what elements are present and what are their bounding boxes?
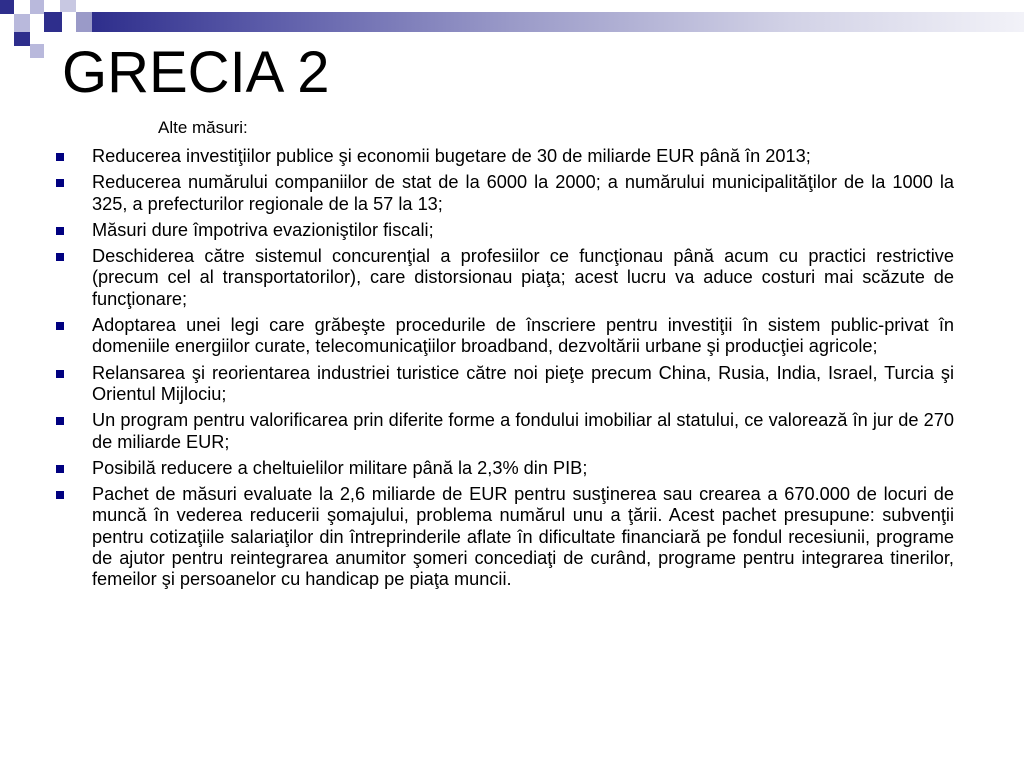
square-bullet-icon xyxy=(56,322,64,330)
slide-subtitle: Alte măsuri: xyxy=(158,118,248,137)
bullet-list xyxy=(92,146,954,596)
square-bullet-icon xyxy=(56,253,64,261)
decor-square xyxy=(14,14,30,32)
square-bullet-icon xyxy=(56,227,64,235)
bullet-item xyxy=(92,410,954,453)
bullet-item xyxy=(92,484,954,590)
bullet-text: Adoptarea unei legi care grăbeşte procedurile de înscriere pentru investiţii în sistem public-privat în domeniile energiilor curate, telecomunicaţiilor broadband, dezvoltării urbane şi producţiei agricole; xyxy=(92,315,954,357)
bullet-item xyxy=(92,315,954,358)
bullet-item xyxy=(92,172,954,215)
bullet-text: Deschiderea către sistemul concurenţial a profesiilor ce funcţionau până acum cu practici restrictive (precum cel al transportatorilor), care distorsionau piaţa; acest lucru va aduce costuri mai scăzute de funcţionare; xyxy=(92,246,954,309)
square-bullet-icon xyxy=(56,465,64,473)
decor-square xyxy=(0,0,14,14)
bullet-item xyxy=(92,220,954,241)
square-bullet-icon xyxy=(56,417,64,425)
decor-square xyxy=(30,0,44,14)
square-bullet-icon xyxy=(56,153,64,161)
decor-square xyxy=(60,0,76,12)
bullet-item xyxy=(92,246,954,310)
bullet-text: Măsuri dure împotriva evazioniştilor fiscali; xyxy=(92,219,434,240)
bullet-text: Reducerea investiţiilor publice şi economii bugetare de 30 de miliarde EUR până în 2013; xyxy=(92,146,811,166)
square-bullet-icon xyxy=(56,370,64,378)
decor-square xyxy=(14,32,30,46)
bullet-text: Relansarea şi reorientarea industriei turistice către noi pieţe precum China, Rusia, India, Israel, Turcia şi Orientul Mijlociu; xyxy=(92,362,954,404)
bullet-item xyxy=(92,363,954,406)
square-bullet-icon xyxy=(56,179,64,187)
bullet-item xyxy=(92,146,954,167)
slide-title: GRECIA 2 xyxy=(62,40,330,105)
decor-square xyxy=(76,12,92,32)
bullet-text: Un program pentru valorificarea prin diferite forme a fondului imobiliar al statului, ce valorează în jur de 270 de miliarde EUR; xyxy=(92,410,954,452)
header-gradient-bar xyxy=(92,12,1024,32)
bullet-item xyxy=(92,458,954,479)
bullet-text: Reducerea numărului companiilor de stat de la 6000 la 2000; a numărului municipalităţilor de la 1000 la 325, a prefecturilor regionale de la 57 la 13; xyxy=(92,172,954,214)
bullet-text: Pachet de măsuri evaluate la 2,6 miliarde de EUR pentru susţinerea sau crearea a 670.000 de locuri de muncă în vederea reducerii şomajului, problema numărul unu a ţării. Acest pachet presupune: subvenţii pentru cotizaţiile salariaţilor din întreprinderile aflate în dificultate financiară pe fondul recesiunii, programe de ajutor pentru reintegrarea anumitor şomeri concediaţi de curând, programe pentru integrarea tinerilor, femeilor şi persoanelor cu handicap pe piaţa muncii. xyxy=(92,484,954,590)
decor-square xyxy=(44,12,62,32)
bullet-text: Posibilă reducere a cheltuielilor militare până la 2,3% din PIB; xyxy=(92,457,588,478)
square-bullet-icon xyxy=(56,491,64,499)
decor-square xyxy=(30,44,44,58)
